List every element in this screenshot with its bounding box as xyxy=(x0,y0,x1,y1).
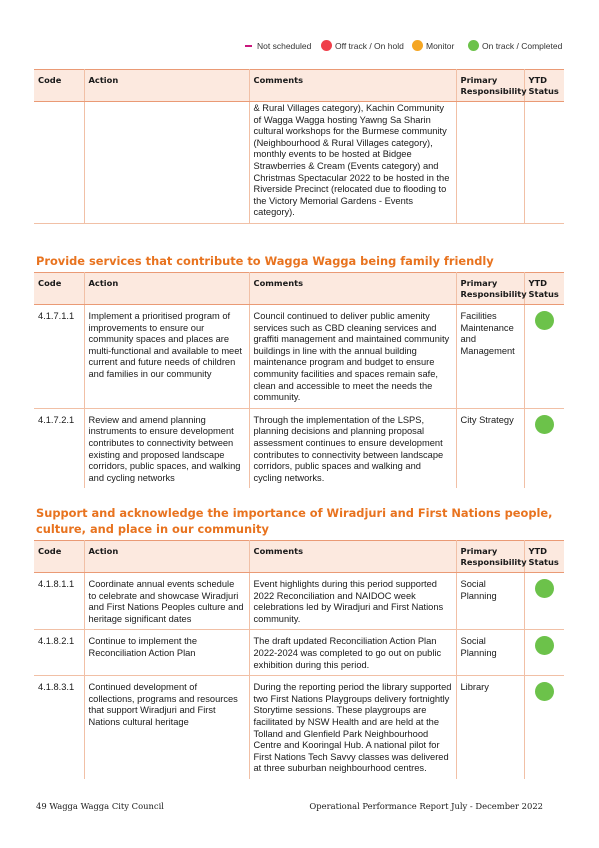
legend-on-track-label: On track / Completed xyxy=(482,41,563,51)
comments-cell: & Rural Villages category), Kachin Community of Wagga Wagga hosting Yawng Sa Sharin cultural workshops for the Burmese community (Neighbourhood & Rural Villages category), monthly events to be hosted at Bidgee Strawberries & Cream (Events category) and Christmas Spectacular 2022 to be hosted in the Riverside Precinct (relocated due to flooding to the Victory Memorial Gardens - Events category). xyxy=(249,102,456,224)
status-cell xyxy=(524,573,564,630)
on-track-status-icon xyxy=(535,636,554,655)
status-cell xyxy=(524,408,564,488)
family-friendly-table xyxy=(34,272,564,488)
footer-report-title: Operational Performance Report July - December 2022 xyxy=(309,801,543,811)
legend-monitor-label: Monitor xyxy=(426,41,455,51)
on-track-status-icon xyxy=(535,682,554,701)
action-header: Action xyxy=(84,273,249,305)
table-row xyxy=(34,630,564,676)
table-row xyxy=(34,573,564,630)
responsibility-cell xyxy=(456,102,524,224)
legend-off-track-label: Off track / On hold xyxy=(335,41,404,51)
status-cell xyxy=(524,102,564,224)
comments-header: Comments xyxy=(249,273,456,305)
legend-on-track xyxy=(468,40,562,53)
action-header: Action xyxy=(84,541,249,573)
ytd-status-header: YTD Status xyxy=(524,70,564,102)
table-header-row xyxy=(34,273,564,305)
table-header-row xyxy=(34,70,564,102)
action-cell: Review and amend planning instruments to ensure development contributes to connectivity between existing and proposed landscape corridors, public spaces, and walking and cycling networks xyxy=(84,408,249,488)
green-dot-icon xyxy=(468,40,479,51)
comments-cell: Through the implementation of the LSPS, planning decisions and planning proposal assessment continues to ensure development contributes to connectivity between landscape corridors, public spaces and walking and cycling networks. xyxy=(249,408,456,488)
legend-not-scheduled-label: Not scheduled xyxy=(257,41,312,51)
table-header-row xyxy=(34,541,564,573)
footer-page-label: 49 Wagga Wagga City Council xyxy=(36,801,164,811)
table-row xyxy=(34,305,564,409)
section-heading-family-friendly: Provide services that contribute to Wagga Wagga being family friendly xyxy=(36,254,494,268)
code-header: Code xyxy=(34,273,84,305)
code-header: Code xyxy=(34,70,84,102)
action-header: Action xyxy=(84,70,249,102)
responsibility-cell: Library xyxy=(456,676,524,779)
not-scheduled-dash-icon xyxy=(245,45,252,47)
comments-cell: During the reporting period the library supported two First Nations Playgroups delivery fortnightly Storytime sessions. These playgroups are facilitated by NSW Health and are held at the Tolland and Glenfield Park Neighbourhood Centre and Kooringal Hub. A national pilot for First Nations Tech Savvy classes was delivered at three suburban neighbourhood centres. xyxy=(249,676,456,779)
code-header: Code xyxy=(34,541,84,573)
comments-header: Comments xyxy=(249,70,456,102)
status-cell xyxy=(524,305,564,409)
status-cell xyxy=(524,676,564,779)
table-row xyxy=(34,408,564,488)
comments-cell: Event highlights during this period supported 2022 Reconciliation and NAIDOC week celebrations led by Wiradjuri and First Nations community. xyxy=(249,573,456,630)
responsibility-cell: Social Planning xyxy=(456,573,524,630)
code-cell: 4.1.8.3.1 xyxy=(34,676,84,779)
comments-header: Comments xyxy=(249,541,456,573)
first-nations-table xyxy=(34,540,564,779)
on-track-status-icon xyxy=(535,415,554,434)
ytd-status-header: YTD Status xyxy=(524,541,564,573)
code-cell: 4.1.8.1.1 xyxy=(34,573,84,630)
table-row xyxy=(34,102,564,224)
responsibility-cell: Facilities Maintenance and Management xyxy=(456,305,524,409)
table-row xyxy=(34,676,564,779)
section-heading-first-nations: Support and acknowledge the importance of Wiradjuri and First Nations people, culture, and place in our community xyxy=(36,506,553,536)
comments-cell: The draft updated Reconciliation Action Plan 2022-2024 was completed to go out on public exhibition during this period. xyxy=(249,630,456,676)
comments-cell: Council continued to deliver public amenity services such as CBD cleaning services and graffiti management and maintained community buildings in line with the annual building maintenance program and budget to ensure community facilities and spaces remain safe, clean and accessible to meet the needs the community. xyxy=(249,305,456,409)
legend-monitor xyxy=(412,40,454,53)
action-cell xyxy=(84,102,249,224)
responsibility-header: Primary Responsibility xyxy=(456,70,524,102)
code-cell: 4.1.7.2.1 xyxy=(34,408,84,488)
red-dot-icon xyxy=(321,40,332,51)
orange-dot-icon xyxy=(412,40,423,51)
code-cell: 4.1.7.1.1 xyxy=(34,305,84,409)
on-track-status-icon xyxy=(535,311,554,330)
responsibility-cell: Social Planning xyxy=(456,630,524,676)
code-cell: 4.1.8.2.1 xyxy=(34,630,84,676)
action-cell: Coordinate annual events schedule to celebrate and showcase Wiradjuri and First Nations Peoples culture and heritage significant dates xyxy=(84,573,249,630)
continuation-table xyxy=(34,69,564,224)
action-cell: Continued development of collections, programs and resources that support Wiradjuri and First Nations cultural heritage xyxy=(84,676,249,779)
code-cell xyxy=(34,102,84,224)
action-cell: Implement a prioritised program of improvements to ensure our community spaces and places are multi-functional and available to meet current and future needs of children and families in our community xyxy=(84,305,249,409)
action-cell: Continue to implement the Reconciliation Action Plan xyxy=(84,630,249,676)
ytd-status-header: YTD Status xyxy=(524,273,564,305)
on-track-status-icon xyxy=(535,579,554,598)
legend-off-track xyxy=(321,40,404,53)
responsibility-header: Primary Responsibility xyxy=(456,541,524,573)
responsibility-header: Primary Responsibility xyxy=(456,273,524,305)
status-cell xyxy=(524,630,564,676)
responsibility-cell: City Strategy xyxy=(456,408,524,488)
legend-not-scheduled xyxy=(245,40,311,53)
